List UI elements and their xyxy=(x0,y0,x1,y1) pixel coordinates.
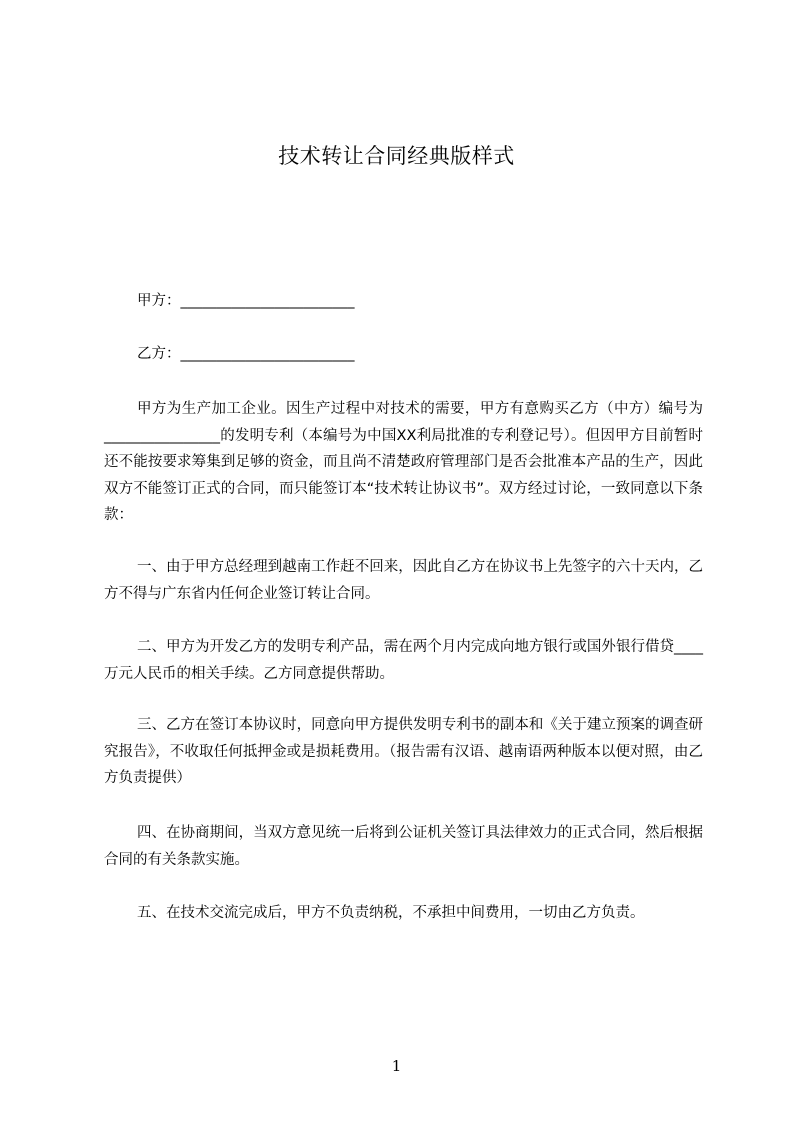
intro-paragraph: 甲方为生产加工企业。因生产过程中对技术的需要，甲方有意购买乙方（中方）编号为________________的发明专利（本编号为中国XX利局批准的专利登记号）。但因甲方目前暂时还不能按要求筹集到足够的资金，而且尚不清楚政府管理部门是否会批准本产品的生产，因此双方不能签订正式的合同，而只能签订本“技术转让协议书”。双方经过讨论，一致同意以下条款： xyxy=(104,401,703,523)
clause-3-block xyxy=(104,712,703,792)
party-a-blank: ________________________ xyxy=(180,293,355,309)
clause-1-block xyxy=(104,554,703,607)
clause-4: 四、在协商期间，当双方意见统一后将到公证机关签订具法律效力的正式合同，然后根据合同的有关条款实施。 xyxy=(104,825,703,868)
clause-2: 二、甲方为开发乙方的发明专利产品，需在两个月内完成向地方银行或国外银行借贷____万元人民币的相关手续。乙方同意提供帮助。 xyxy=(104,639,703,682)
page-number: 1 xyxy=(391,1057,402,1075)
intro-paragraph-block xyxy=(104,396,703,529)
party-a-label: 甲方： xyxy=(137,293,181,309)
clause-2-block xyxy=(104,634,703,687)
clause-4-block xyxy=(104,820,703,873)
party-b-line xyxy=(137,343,355,365)
party-b-label: 乙方： xyxy=(137,346,181,362)
clause-5: 五、在技术交流完成后，甲方不负责纳税，不承担中间费用，一切由乙方负责。 xyxy=(137,905,645,921)
party-a-line xyxy=(137,290,355,312)
party-b-blank: ________________________ xyxy=(180,346,355,362)
clause-1: 一、由于甲方总经理到越南工作赶不回来，因此自乙方在协议书上先签字的六十天内，乙方不得与广东省内任何企业签订转让合同。 xyxy=(104,559,703,602)
clause-5-block xyxy=(104,900,703,927)
clause-3: 三、乙方在签订本协议时，同意向甲方提供发明专利书的副本和《关于建立预案的调查研究报告》，不收取任何抵押金或是损耗费用。（报告需有汉语、越南语两种版本以便对照，由乙方负责提供） xyxy=(104,717,703,786)
document-title: 技术转让合同经典版样式 xyxy=(278,144,515,168)
